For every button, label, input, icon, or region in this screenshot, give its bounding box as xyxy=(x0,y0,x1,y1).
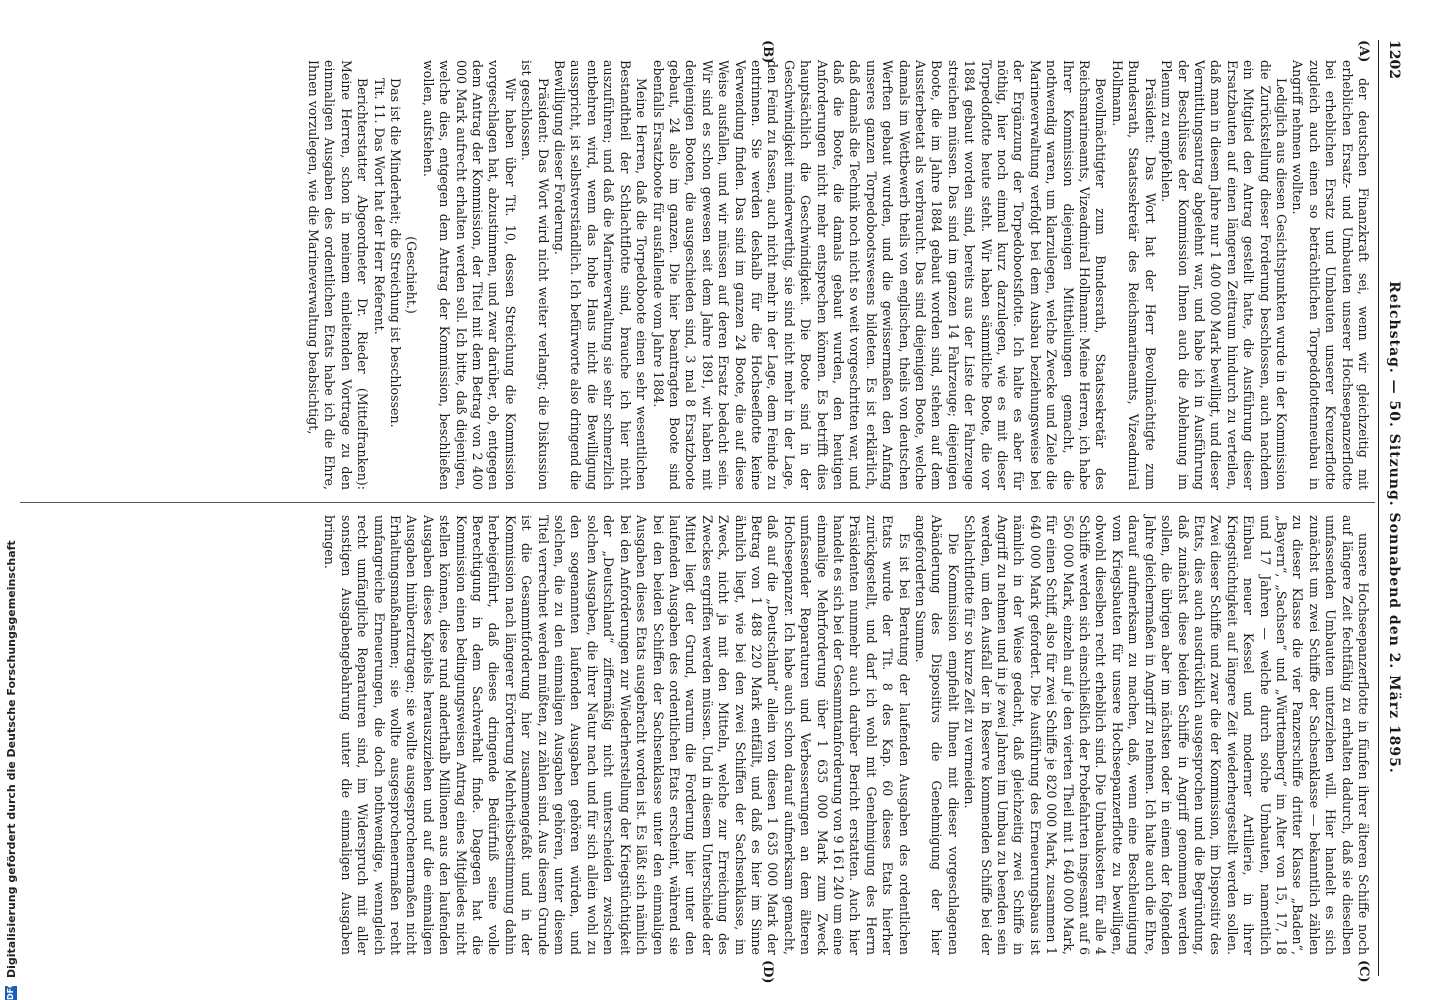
page-header xyxy=(1381,40,1407,976)
running-head: Reichstag. — 50. Sitzung. Sonnabend den 2. März 1895. xyxy=(1386,281,1402,774)
dfg-logo-icon: DFG xyxy=(6,981,15,1000)
paragraph: Tit. 11. Das Wort hat der Herr Referent. xyxy=(371,78,387,335)
paragraph: unsere Hochseepanzerflotte in fünfen ihrer älteren Schiffe noch auf längere Zeit fechtfähig zu erhalten dadurch, daß sie dieselben umfassenden Umbauten unterziehen will. Hier handelt es sich zunächst um zwei Schiffe der Sachsenklasse — bekanntlich zählen zu dieser Klasse die vier Panzerschiffe dritter Klasse „Baden“, „Bayern“, „Sachsen“ und „Württemberg“ im Alter von 15, 17, 18 und 17 Jahren — welche durch solche Umbauten, namentlich Einbau neuer Kessel und moderner Artillerie, in ihrer Kriegstüchtigkeit auf längere Zeit wiederhergestellt werden sollen. Zwei dieser Schiffe und zwar die der Kommission, im Dispositiv des Etats, dies auch ausdrücklich ausgesprochen und die Begründung, daß zunächst diese beiden Schiffe in Angriff genommen werden sollen, die übrigen aber im nächsten oder in einem der folgenden Jahre gleichermaßen in Angriff zu nehmen. Ich halte auch die Ehre, darauf aufmerksam zu machen, daß, wenn eine Beschleunigung vom Kriegsbauten für unsere Hochseepanzerflotte zu bewilligen, obwohl dieselben recht erheblich sind. Die Umbaukosten für alle 4 Schiffe werden sich einschließlich der Probefahrten insgesamt auf 6 560 000 Mark, einzeln auf je den vierten Theil mit 1 640 000 Mark, für einen Schiff, also für zwei Schiffe je 820 000 Mark, zusammen 1 640 000 Mark gefordert. Die Ausführung des Erneuerungsbaus ist nämlich in der Weise gedacht, daß gleichzeitig zwei Schiffe in Angriff zu nehmen und in je zwei Jahren im Umbau zu beenden sein werden, um den Ausfall der in Reserve kommenden Schiffe bei der Schlachtflotte für so kurze Zeit zu vermeiden. xyxy=(962,515,1371,955)
paragraph: Wir haben über Tit. 10, dessen Streichung die Kommission vorgeschlagen hat, abzustimmen, und zwar darüber, ob, entgegen dem Antrag der Kommission, der Titel mit dem Betrag von 2 400 000 Mark aufrecht erhalten werden soll. Ich bitte, daß diejenigen, welche dies, entgegen dem Antrag der Kommission, beschließen wollen, aufstehen. xyxy=(420,60,518,490)
header-rule xyxy=(1378,40,1379,976)
paragraph: Das ist die Minderheit; die Streichung ist beschlossen. xyxy=(388,78,404,428)
paragraph: Meine Herren, daß die Torpedoboote einen sehr wesentlichen Bestandtheil der Schlachtflotte sind, brauche ich hier nicht auszuführen; und daß die Marineverwaltung sie sehr schmerzlich entbehren wird, wenn das hohe Haus nicht die Bewilligung ausspricht, ist selbstverständlich. Ich befürworte also dringend die Bewilligung dieser Forderung. xyxy=(552,60,650,490)
paragraph: Präsident: Das Wort wird nicht weiter verlangt; die Diskussion ist geschlossen. xyxy=(519,60,551,490)
paragraph: Bevollmächtigter zum Bundesrath, Staatssekretär des Reichsmarineamts, Vizeadmiral Hollmann: Meine Herren, ich habe Ihrer Kommission diejenigen Mittheilungen gemacht, die nothwendig waren, um klarzulegen, welche Zwecke und Ziele die Marineverwaltung verfolgt bei dem Ausbau beziehungsweise bei der Ergänzung der Torpedobootsflotte. Ich halte es aber für nöthig, hier noch einmal kurz darzulegen, wie es mit dieser Torpedoflotte heute steht. Wir haben sämmtliche Boote, die vor 1884 gebaut worden sind, bereits aus der Liste der Fahrzeuge streichen müssen. Das sind im ganzen 14 Fahrzeuge; diejenigen Boote, die im Jahre 1884 gebaut worden sind, stehen auf dem Aussterbeetat als verbraucht. Das sind diejenigen Boote, welche damals im Wettbewerb theils von englischen, theils von deutschen Werften gebaut wurden, und die gewissermaßen den Anfang unseres ganzen Torpedobootswesens bildeten. Es ist erklärlich, daß damals die Technik noch nicht so weit vorgeschritten war, und daß die Boote, die damals gebaut wurden, den heutigen Anforderungen nicht mehr entsprechen können. Es betrifft dies hauptsächlich die Geschwindigkeit. Die Boote sind in der Geschwindigkeit minderwerthig, sie sind nicht mehr in der Lage, den Feind zu fassen, auch nicht mehr in der Lage, dem Feinde zu entrinnen. Sie werden deshalb für die Hochseeflotte keine Verwendung finden. Das sind im ganzen 24 Boote, die auf diese Weise ausfallen, und wir müssen auf deren Ersatz bedacht sein. Wir sind es schon gewesen seit dem Jahre 1891, wir haben mit denjenigen Booten, die ausgeschieden sind, 3 mal 8 Ersatzboote gebaut, 24 also im ganzen. Die hier beantragten Boote sind ebenfalls Ersatzboote für ausfallende vom Jahre 1884. xyxy=(650,60,1109,490)
column-divider xyxy=(20,502,1375,503)
margin-marker-b: (B) xyxy=(760,40,775,64)
footer-bar xyxy=(0,0,22,1000)
paragraph: der deutschen Finanzkraft sei, wenn wir gleichzeitig mit erheblichen Ersatz- und Umbauten unserer Hochseepanzerflotte bei erheblichen Ersatz und Umbauten unserer Kreuzerflotte zugleich auch einen so beträchtlichen Torpedoflottenneubau in Angriff nehmen wollten. xyxy=(1290,60,1371,490)
margin-marker-d: (D) xyxy=(760,960,775,984)
paragraph: Lediglich aus diesen Gesichtspunkten wurde in der Kommission die Zurückstellung dieser Forderung beschlossen, auch nachdem ein Mitglied den Antrag gestellt hatte, die Ausführung dieser Ersatzbauten auf einen längeren Zeitraum hindurch zu verteilen, daß man in diesem Jahre nur 1 400 000 Mark bewilligt, und dieser Vermittlungsantrag abgelehnt war, und habe ich in Ausführung der Beschlüsse der Kommission Ihnen auch die Ablehnung im Plenum zu empfehlen. xyxy=(1159,60,1289,490)
left-column xyxy=(305,60,1371,490)
paragraph: Die Kommission empfiehlt Ihnen mit dieser vorgeschlagenen Abänderung des Dispositivs die Genehmigung der hier angeforderten Summe. xyxy=(913,515,961,955)
paragraph: (Geschieht.) xyxy=(404,236,420,314)
digitization-note: Digitalisierung gefördert durch die Deutsche Forschungsgemeinschaft xyxy=(4,540,18,978)
margin-marker-a: (A) xyxy=(1356,40,1371,63)
paragraph: Es ist bei Beratung der laufenden Ausgaben des ordentlichen Etats wurde der Tit. 8 des Kap. 60 dieses Etats hierher zurückgestellt, und darf ich wohl mit Genehmigung des Herrn Präsidenten nunmehr auch darüber Bericht erstatten. Auch hier handelt es sich bei der Gesammtanforderung von 9 161 240 um eine einmalige Mehrforderung über 1 635 000 Mark zum Zweck umfassender Reparaturen und Verbesserungen an dem älteren Hochseepanzer. Ich habe auch schon darauf aufmerksam gemacht, daß auf die „Deutschland“ allein von diesen 1 635 000 Mark der Betrag von 1 488 220 Mark entfällt, und daß es hier im Sinne ähnlich liegt, wie bei den zwei Schiffen der Sachsenklasse, im Zweck, nicht ja mit den Mitteln, welche zur Erreichung des Zweckes ergriffen werden müssen. Und in diesem Unterschiede der Mittel liegt der Grund, warum die Forderung hier unter den laufenden Ausgaben des ordentlichen Etats erscheint, während sie bei den beiden Schiffen der Sachsenklasse unter den einmaligen Ausgaben dieses Etats ausgebracht worden ist. Es läßt sich nämlich bei den Anforderungen zur Wiederherstellung der Kriegstüchtigkeit der „Deutschland“ ziffermäßig nicht unterscheiden zwischen solchen Ausgaben, die ihrer Natur nach und für sich allein wohl zu den sogenannten laufenden Ausgaben gehören würden, und solchen, die zu den einmaligen Ausgaben gehören, unter diesem Titel verrechnet werden müßten, zu zählen sind. Aus diesem Grunde ist die Gesammtforderung hier zusammengefaßt und in der Kommission nach längerer Erörterung Mehrheitsbestimmung dahin herbeigeführt, daß dieses dringende Bedürfniß seine volle Berechtigung in dem Sachverhalt finde. Dagegen hat die Kommission einen bedingungsweisen Antrag eines Mitgliedes nicht stellen können, diese rund anderthalb Millionen aus den laufenden Ausgaben dieses Kapitels herauszuziehen und auf die einmaligen Ausgaben hinüberzutragen; sie wollte ausgesprochenermaßen nicht Erhaltungsmaßnahmen; sie wollte ausgesprochenermaßen recht umfangreiche Erneuerungen, die doch nothwendige, wenngleich recht umfängliche Reparaturen sind, im Widerspruch mit aller sonstigen Ausgabengebahrung unter die einmaligen Ausgaben bringen. xyxy=(322,515,912,955)
paragraph: Präsident: Das Wort hat der Herr Bevollmächtigte zum Bundesrath, Staatssekretär des Reichsmarineamts, Vizeadmiral Hollmann. xyxy=(1109,60,1158,490)
margin-marker-c: (C) xyxy=(1356,960,1371,983)
paragraph: Berichterstatter Abgeordneter Dr. Rieder (Mittelfranken): Meine Herren, schon in meinem einleitenden Vortrage zu den einmaligen Ausgaben des ordentlichen Etats habe ich die Ehre, Ihnen vorzulegen, wie die Marineverwaltung beabsichtigt, xyxy=(306,60,371,490)
page-number: 1202 xyxy=(1386,40,1402,79)
right-column xyxy=(321,515,1371,955)
